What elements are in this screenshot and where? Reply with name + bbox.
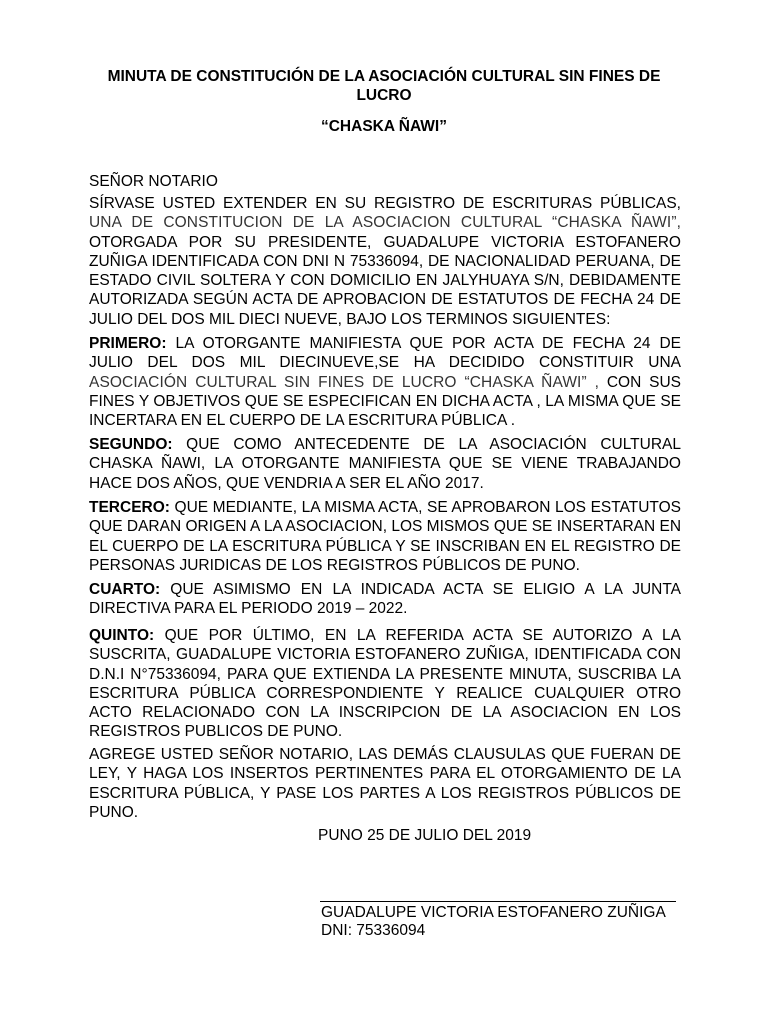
clause-primero-label: PRIMERO: (89, 335, 167, 352)
association-name: “CHASKA ÑAWI” (320, 118, 447, 135)
signature-line (320, 901, 676, 902)
clause-primero-text-1: LA OTORGANTE MANIFIESTA QUE POR ACTA DE FECHA 24 DE JULIO DEL DOS MIL DIECINUEVE,SE HA DECIDIDO CONSTITUIR UNA (89, 335, 681, 372)
clause-tercero (89, 498, 681, 575)
clause-primero (89, 334, 681, 430)
clause-segundo-label: SEGUNDO: (89, 436, 173, 453)
clause-cuarto-text: QUE ASIMISMO EN LA INDICADA ACTA SE ELIGIO A LA JUNTA DIRECTIVA PARA EL PERIODO 2019 – 2022. (89, 581, 681, 618)
clause-primero-text-3: CON SUS FINES Y OBJETIVOS QUE SE ESPECIFICAN EN DICHA ACTA , LA MISMA QUE SE INCERTARA EN EL CUERPO DE LA ESCRITURA PÚBLICA . (89, 373, 681, 430)
clause-quinto (89, 626, 681, 742)
salutation: SEÑOR NOTARIO (89, 173, 218, 190)
clause-cuarto (89, 580, 681, 619)
clause-cuarto-label: CUARTO: (89, 581, 161, 598)
clause-quinto-label: QUINTO: (89, 627, 155, 644)
closing-paragraph: AGREGE USTED SEÑOR NOTARIO, LAS DEMÁS CLAUSULAS QUE FUERAN DE LEY, Y HAGA LOS INSERTOS PERTINENTES PARA EL OTORGAMIENTO DE LA ESCRITURA PÚBLICA, Y PASE LOS PARTES A LOS REGISTROS PÚBLICOS DE PUNO. (89, 746, 681, 821)
intro-text-3: OTORGADA POR SU PRESIDENTE, GUADALUPE VICTORIA ESTOFANERO ZUÑIGA IDENTIFICADA CON DNI N 75336094, DE NACIONALIDAD PERUANA, DE ESTADO CIVIL SOLTERA Y CON DOMICILIO EN JALYHUAYA S/N, DEBIDAMENTE AUTORIZADA SEGÚN ACTA DE APROBACION DE ESTATUTOS DE FECHA 24 DE JULIO DEL DOS MIL DIECI NUEVE, BAJO LOS TERMINOS SIGUIENTES: (89, 233, 681, 328)
signatory-dni: DNI: 75336094 (321, 922, 426, 939)
clause-segundo (89, 435, 681, 493)
clause-quinto-text: QUE POR ÚLTIMO, EN LA REFERIDA ACTA SE AUTORIZO A LA SUSCRITA, GUADALUPE VICTORIA ESTOFANERO ZUÑIGA, IDENTIFICADA CON D.N.I N°75336094, PARA QUE EXTIENDA LA PRESENTE MINUTA, SUSCRIBA LA ESCRITURA PÚBLICA CORRESPONDIENTE Y REALICE CUALQUIER OTRO ACTO RELACIONADO CON LA INSCRIPCION DE LA ASOCIACION EN LOS REGISTROS PUBLICOS DE PUNO. (89, 627, 681, 741)
document-date: PUNO 25 DE JULIO DEL 2019 (318, 827, 532, 844)
document-title: MINUTA DE CONSTITUCIÓN DE LA ASOCIACIÓN CULTURAL SIN FINES DE LUCRO (107, 68, 661, 104)
clause-primero-text-2: ASOCIACIÓN CULTURAL SIN FINES DE LUCRO “CHASKA ÑAWI” , (89, 373, 600, 391)
clause-segundo-text: QUE COMO ANTECEDENTE DE LA ASOCIACIÓN CULTURAL CHASKA ÑAWI, LA OTORGANTE MANIFIESTA QUE SE VIENE TRABAJANDO HACE DOS AÑOS, QUE VENDRIA A SER EL AÑO 2017. (89, 436, 681, 492)
intro-paragraph (89, 194, 681, 329)
signatory-name: GUADALUPE VICTORIA ESTOFANERO ZUÑIGA (321, 904, 666, 921)
clause-tercero-text: QUE MEDIANTE, LA MISMA ACTA, SE APROBARON LOS ESTATUTOS QUE DARAN ORIGEN A LA ASOCIACION, LOS MISMOS QUE SE INSERTARAN EN EL CUERPO DE LA ESCRITURA PÚBLICA Y SE INSCRIBAN EN EL REGISTRO DE PERSONAS JURIDICAS DE LOS REGISTROS PÚBLICOS DE PUNO. (89, 499, 682, 574)
intro-text-2: UNA DE CONSTITUCION DE LA ASOCIACION CULTURAL “CHASKA ÑAWI”, (89, 214, 681, 232)
intro-text-1: SÍRVASE USTED EXTENDER EN SU REGISTRO DE ESCRITURAS PÚBLICAS, (89, 195, 681, 212)
clause-tercero-label: TERCERO: (89, 499, 170, 516)
